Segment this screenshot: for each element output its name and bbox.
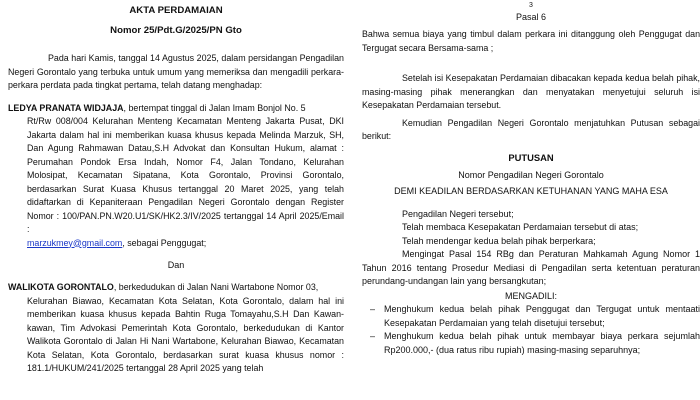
article-heading: Pasal 6 [515,12,547,22]
adjudicate-heading: MENGADILI: [504,290,557,301]
plaintiff-email-link[interactable]: marzukmey@gmail.com [27,237,123,248]
defendant-address-start: , berkedudukan di Jalan Nani Wartabone Nomor 03, [113,282,319,292]
case-number: Nomor 25/Pdt.G/2025/PN Gto [110,25,242,36]
right-page [352,0,700,400]
dash-marker: – [370,331,376,341]
ruling-item-1-text: Menghukum kedua belah pihak Penggugat dan Tergugat untuk mentaati Kesepakatan Perdamaian yang telah disetujui tersebut; [384,304,700,328]
plaintiff-name: LEDYA PRANATA WIDJAJA [8,102,124,113]
intro-paragraph: Pada hari Kamis, tanggal 14 Agustus 2025, dalam persidangan Pengadilan Negeri Gorontalo yang terbuka untuk umum yang memeriksa dan mengadili perkara-perkara perdata pada tingkat pertama, telah datang menghadap: [8,53,344,90]
article-text: Bahwa semua biaya yang timbul dalam perkara ini ditanggung oleh Penggugat dan Tergugat secara Bersama-sama ; [362,29,700,53]
court-decision-intro: Kemudian Pengadilan Negeri Gorontalo menjatuhkan Putusan sebagai berikut: [362,117,700,141]
page-number: 3 [529,2,533,9]
plaintiff-address-start: , bertempat tinggal di Jalan Imam Bonjol No. 5 [123,102,306,113]
dash-marker: – [370,304,376,314]
consideration-3: Telah mendengar kedua belah pihak berperkara; [402,235,596,246]
defendant-name: WALIKOTA GORONTALO [8,282,114,292]
consideration-1: Pengadilan Negeri tersebut; [402,208,514,219]
considerations [362,208,700,289]
defendant-block [8,281,344,376]
defendant-first-line [8,281,344,295]
court-number-line: Nomor Pengadilan Negeri Gorontalo [458,169,604,180]
plaintiff-role: , sebagai Penggugat; [122,237,207,248]
consideration-2: Telah membaca Kesepakatan Perdamaian tersebut di atas; [402,222,639,232]
justice-line: DEMI KEADILAN BERDASARKAN KETUHANAN YANG MAHA ESA [394,186,668,196]
document-title: AKTA PERDAMAIAN [129,5,223,16]
agreement-read-paragraph: Setelah isi Kesepakatan Perdamaian dibacakan kepada kedua belah pihak, masing-masing pihak menerangkan dan menyatakan menyetujui seluruh isi Kesepakatan Perdamaian tersebut. [362,73,700,110]
plaintiff-details-text: Rt/Rw 008/004 Kelurahan Menteng Kecamatan Menteng Jakarta Pusat, DKI Jakarta dalam hal ini memberikan kuasa khusus kepada Melinda Marzuk, SH, Dan Agung Rahmawan Datau,S.H Advokat dan Konsultan Hukum, alamat : Perumahan Pondok Ersa Indah, Nomor F4, Jalan Tondano, Kelurahan Molosipat, Kecamatan Sipatana, Kota Gorontalo, Provinsi Gorontalo, berdasarkan Surat Kuasa Khusus tertanggal 20 Maret 2025, yang telah didaftarkan di Kepaniteraan Pengadilan Negeri Gorontalo dengan Register Nomor : 100/PAN.PN.W20.U1/SK/HK2.3/IV/2025 tertanggal 14 April 2025/Email : [27,116,344,234]
left-page [0,0,344,400]
ruling-item-2 [362,330,700,357]
defendant-details: Kelurahan Biawao, Kecamatan Kota Selatan, Kota Gorontalo, dalam hal ini memberikan kuasa khusus kepada Bahtin Ruga Tomayahu,S.H Dan Kawan-kawan, Tim Advokasi Pemerintah Kota Gorontalo, berkedudukan di Kantor Walikota Gorontalo di Jalan Hi Nani Wartabone, Kelurahan Biawao, Kecamatan Kota Selatan, Kota Gorontalo, berdasarkan surat kuasa khusus nomor : 181.1/HUKUM/241/2025 tertanggal 28 April 2025 yang telah [27,295,344,373]
conjunction-dan: Dan [167,260,185,270]
ruling-item-2-text: Menghukum kedua belah pihak untuk membayar biaya perkara sejumlah Rp200.000,- (dua ratus ribu rupiah) masing-masing separuhnya; [384,331,700,355]
decision-heading: PUTUSAN [508,151,554,163]
consideration-4: Mengingat Pasal 154 RBg dan Peraturan Mahkamah Agung Nomor 1 Tahun 2016 tentang Prosedur Mediasi di Pengadilan serta ketentuan peraturan perundang-undangan lain yang bersangkutan; [362,249,700,286]
plaintiff-block [8,102,344,251]
plaintiff-details [27,115,344,250]
ruling-item-1 [362,303,700,330]
plaintiff-first-line [8,102,344,116]
